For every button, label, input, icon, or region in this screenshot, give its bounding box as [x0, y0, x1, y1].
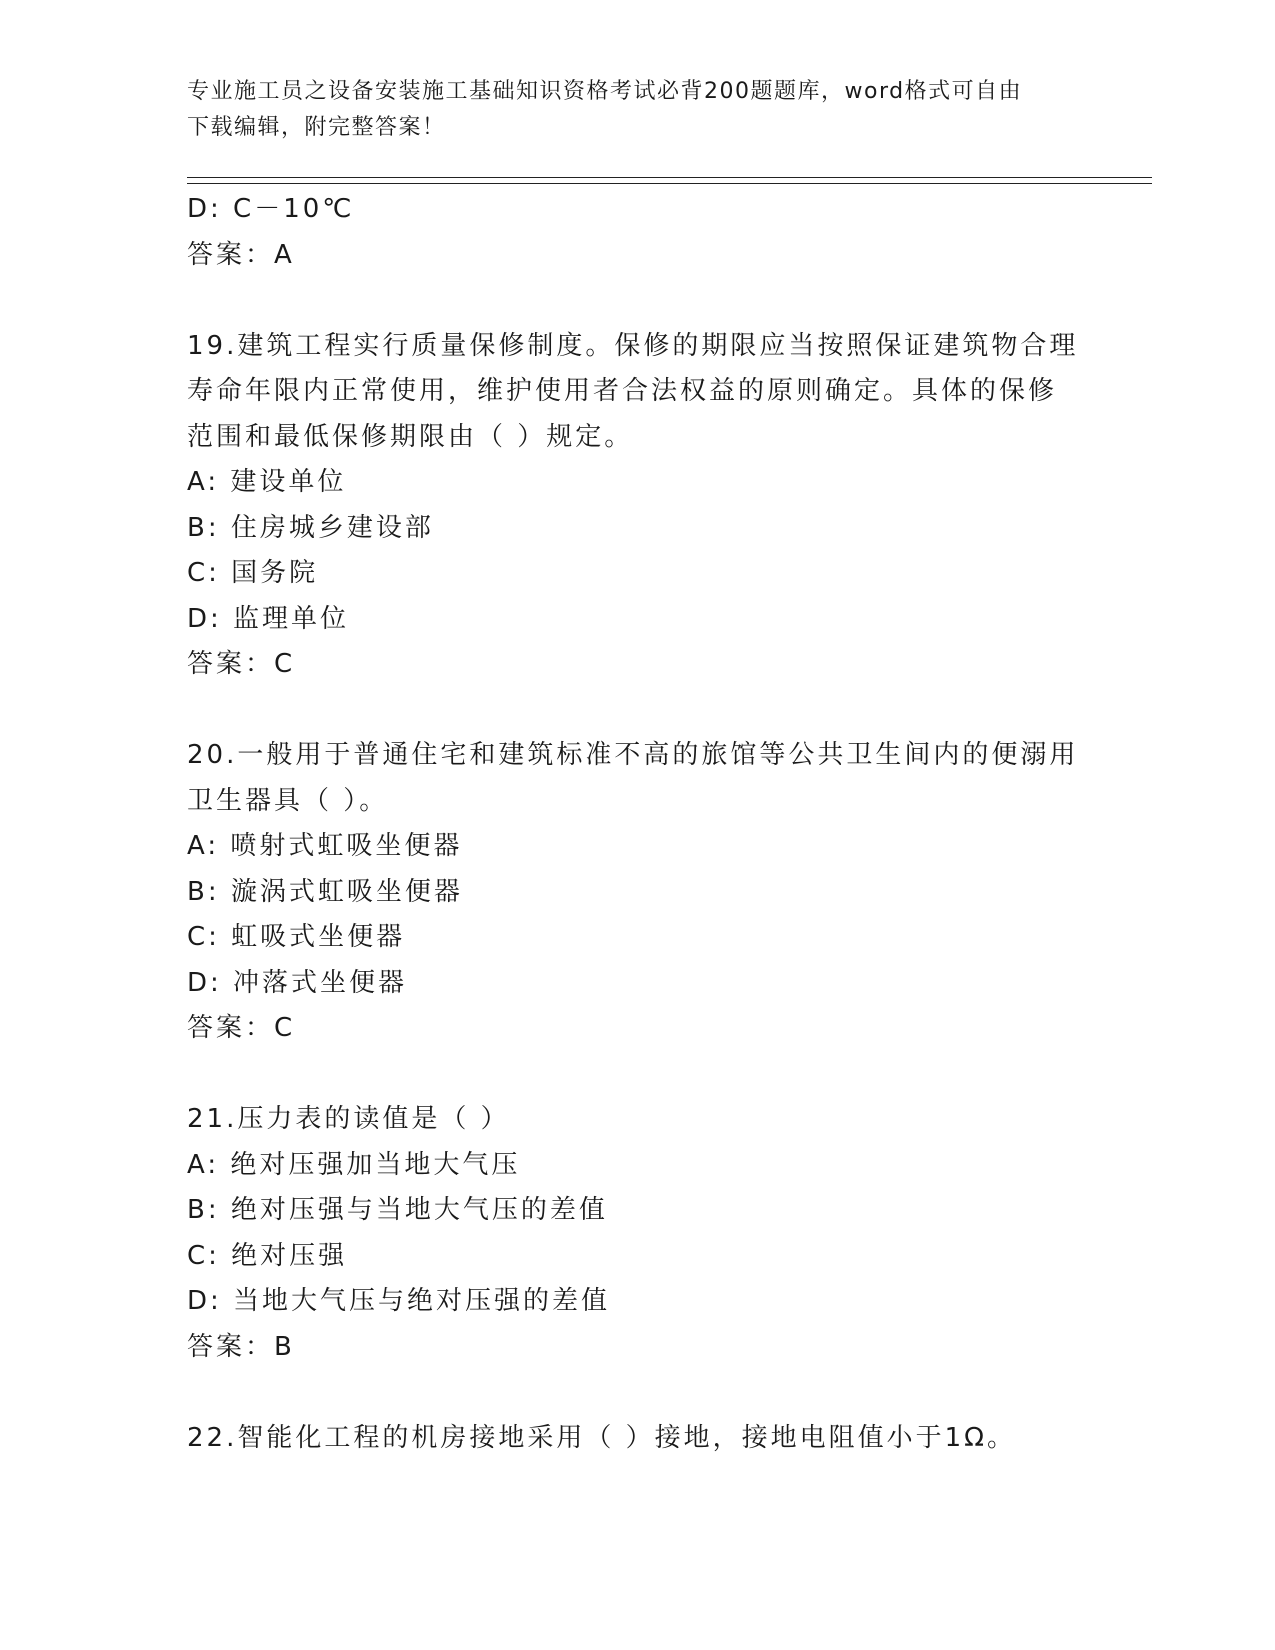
question-22	[187, 1416, 1087, 1462]
question-text-line: 卫生器具（ ）。	[187, 785, 389, 816]
option-b: B: 漩涡式虹吸坐便器	[187, 876, 463, 907]
question-text-line: 19.建筑工程实行质量保修制度。保修的期限应当按照保证建筑物合理	[187, 330, 1079, 361]
option-a: A: 建设单位	[187, 467, 347, 497]
spacer	[187, 688, 1087, 734]
previous-answer: 答案：A	[187, 239, 295, 270]
option-a: A: 喷射式虹吸坐便器	[187, 831, 463, 861]
option-d: D: 监理单位	[187, 603, 350, 634]
option-b: B: 绝对压强与当地大气压的差值	[187, 1195, 608, 1225]
answer: 答案：C	[187, 1013, 296, 1043]
answer: 答案：B	[187, 1331, 295, 1362]
option-c: C: 国务院	[187, 558, 319, 588]
header-line-2: 下载编辑，附完整答案！	[187, 115, 446, 140]
question-21	[187, 1097, 1087, 1370]
header-line-1: 专业施工员之设备安装施工基础知识资格考试必背200题题库，word格式可自由	[187, 79, 1023, 104]
option-d: D: 当地大气压与绝对压强的差值	[187, 1286, 611, 1316]
option-c: C: 虹吸式坐便器	[187, 922, 406, 952]
spacer	[187, 278, 1087, 324]
option-d: D: 冲落式坐便器	[187, 967, 408, 998]
header-rule-top	[187, 177, 1152, 178]
question-19	[187, 324, 1087, 688]
answer: 答案：C	[187, 649, 296, 679]
document-body	[187, 187, 1087, 1461]
question-text-line: 22.智能化工程的机房接地采用（ ）接地，接地电阻值小于1Ω。	[187, 1422, 1017, 1453]
question-text-line: 范围和最低保修期限由（ ）规定。	[187, 421, 634, 452]
option-b: B: 住房城乡建设部	[187, 512, 434, 543]
document-header	[187, 74, 1087, 146]
option-a: A: 绝对压强加当地大气压	[187, 1149, 521, 1180]
question-text-line: 20.一般用于普通住宅和建筑标准不高的旅馆等公共卫生间内的便溺用	[187, 740, 1079, 770]
question-20	[187, 733, 1087, 1052]
header-rule-bottom	[187, 183, 1152, 184]
previous-option-d: D: C－10℃	[187, 194, 355, 224]
question-text-line: 寿命年限内正常使用，维护使用者合法权益的原则确定。具体的保修	[187, 376, 1058, 406]
question-text-line: 21.压力表的读值是（ ）	[187, 1104, 510, 1134]
option-c: C: 绝对压强	[187, 1240, 348, 1271]
spacer	[187, 1052, 1087, 1098]
spacer	[187, 1370, 1087, 1416]
